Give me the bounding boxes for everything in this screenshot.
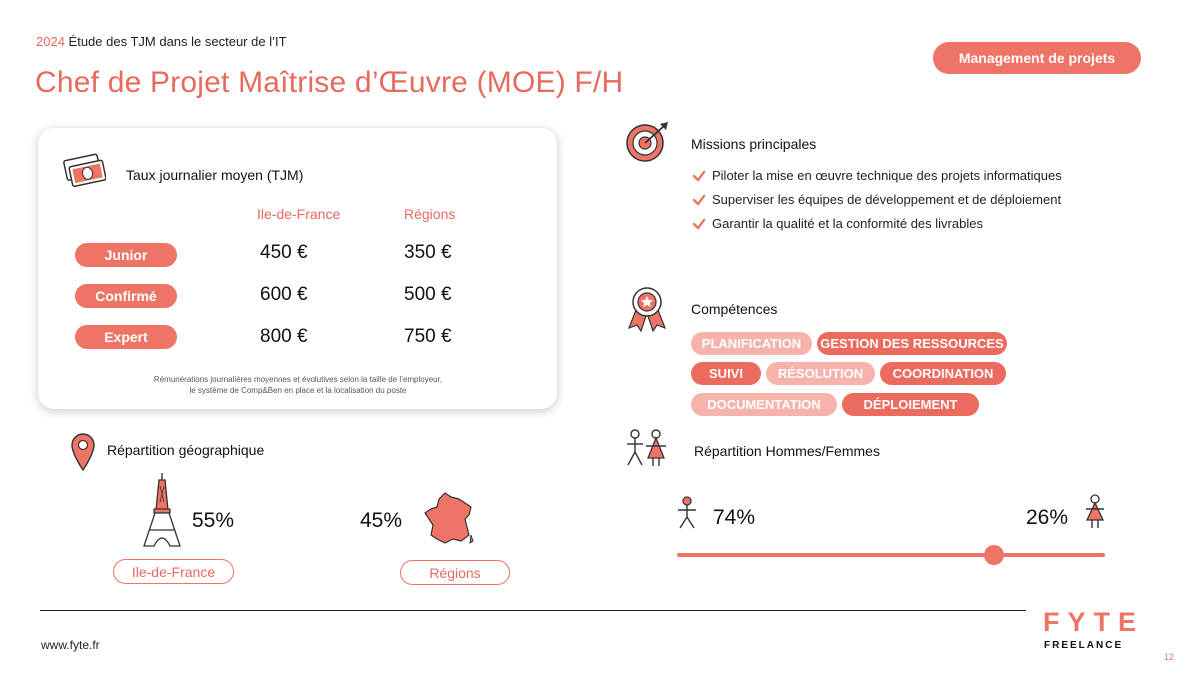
col-header-regions: Régions (404, 206, 456, 222)
skill-tag: PLANIFICATION (691, 332, 812, 355)
skill-tag: GESTION DES RESSOURCES (817, 332, 1007, 355)
tjm-note-line1: Rémunérations journalières moyennes et évolutives selon la taille de l’employeur, (153, 375, 443, 384)
tjm-junior-regions: 350 € (404, 242, 452, 263)
category-badge: Management de projets (933, 42, 1141, 74)
fyte-logo-subtitle: FREELANCE (1044, 640, 1124, 651)
couple-icon (624, 428, 668, 468)
report-year: 2024 (36, 34, 65, 49)
level-confirme: Confirmé (75, 284, 177, 308)
money-icon (62, 152, 106, 190)
gender-split-marker (984, 545, 1004, 565)
skill-tag: DÉPLOIEMENT (842, 393, 979, 416)
target-icon (624, 120, 670, 164)
tjm-junior-idf: 450 € (260, 242, 308, 263)
footer-divider (40, 610, 1026, 611)
page-title: Chef de Projet Maîtrise d’Œuvre (MOE) F/H (35, 66, 624, 99)
mission-item (692, 216, 983, 231)
eiffel-tower-icon (142, 472, 182, 548)
gender-split-track (677, 553, 1105, 557)
tjm-expert-regions: 750 € (404, 326, 452, 347)
tjm-note-line2: le système de Comp&Ben en place et la localisation du poste (189, 386, 407, 395)
report-subtitle: Étude des TJM dans le secteur de l’IT (68, 34, 287, 49)
woman-icon (1084, 494, 1106, 530)
mission-text: Superviser les équipes de développement et de déploiement (712, 192, 1062, 207)
award-ribbon-icon (626, 286, 668, 332)
skill-tag: RÉSOLUTION (766, 362, 875, 385)
location-pin-icon (70, 432, 96, 472)
geo-idf-label: Ile-de-France (113, 559, 234, 584)
geo-regions-percent: 45% (360, 509, 403, 532)
gender-title: Répartition Hommes/Femmes (694, 443, 880, 459)
france-map-icon (423, 491, 475, 547)
gender-women-percent: 26% (1026, 506, 1069, 529)
mission-item (692, 192, 1061, 207)
mission-text: Garantir la qualité et la conformité des livrables (712, 216, 983, 231)
mission-text: Piloter la mise en œuvre technique des projets informatiques (712, 168, 1062, 183)
level-expert: Expert (75, 325, 177, 349)
check-icon (692, 193, 706, 207)
page-number: 12 (1164, 652, 1175, 662)
skill-tag: DOCUMENTATION (691, 393, 837, 416)
tjm-note (100, 374, 496, 396)
footer-url: www.fyte.fr (41, 638, 100, 652)
col-header-idf: Ile-de-France (257, 206, 341, 222)
level-junior: Junior (75, 243, 177, 267)
geo-title: Répartition géographique (107, 442, 265, 458)
geo-regions-label: Régions (400, 560, 510, 585)
fyte-logo: FYTE (1043, 607, 1145, 637)
geo-idf-percent: 55% (192, 509, 235, 532)
tjm-expert-idf: 800 € (260, 326, 308, 347)
tjm-title: Taux journalier moyen (TJM) (126, 167, 304, 183)
check-icon (692, 169, 706, 183)
skill-tag: COORDINATION (880, 362, 1006, 385)
missions-title: Missions principales (691, 136, 817, 152)
man-icon (676, 496, 698, 530)
gender-men-percent: 74% (713, 506, 756, 529)
skill-tag: SUIVI (691, 362, 761, 385)
tjm-confirme-regions: 500 € (404, 284, 452, 305)
check-icon (692, 217, 706, 231)
report-kicker (36, 34, 287, 49)
mission-item (692, 168, 1062, 183)
tjm-confirme-idf: 600 € (260, 284, 308, 305)
competences-title: Compétences (691, 301, 778, 317)
